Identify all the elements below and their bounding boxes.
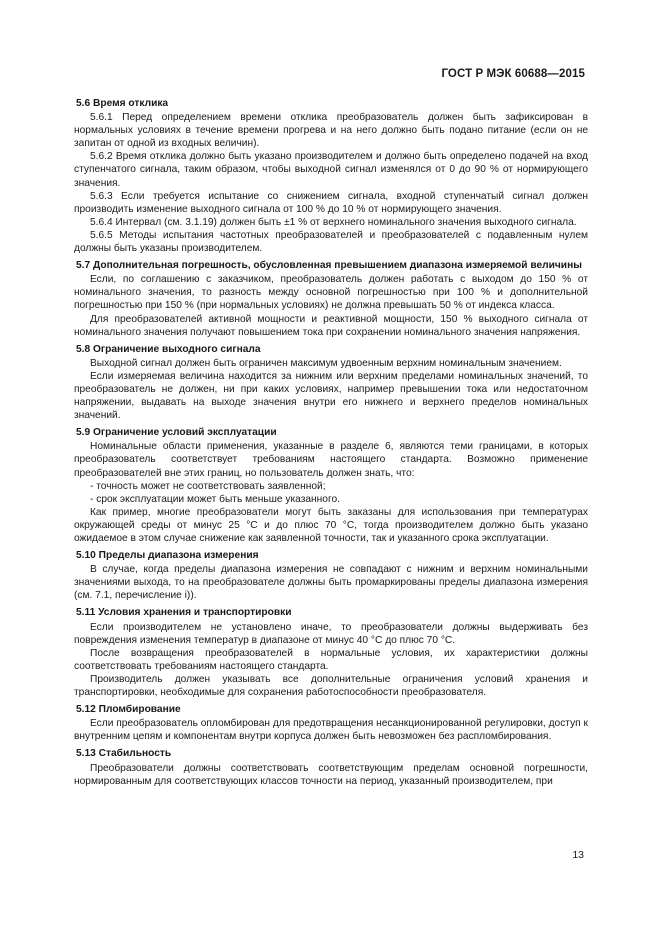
paragraph: Как пример, многие преобразователи могут быть заказаны для использования при температурах окружающей среды от минус 25 °С и до плюс 70 °С, тогда производителем должно быть указано ожидаемое в этом случае снижение как заявленной точности, так и указанного срока эксплуатации. bbox=[74, 506, 588, 544]
paragraph: 5.6.3 Если требуется испытание со снижением сигнала, входной ступенчатый сигнал должен производить изменение выходного сигнала от 100 % до 10 % от нормирующего значения. bbox=[74, 190, 588, 215]
paragraph: Номинальные области применения, указанные в разделе 6, являются теми границами, в которых преобразователь соответствует требованиям настоящего стандарта. Возможно применение преобразователей вне этих границ, но пользователь должен знать, что: bbox=[74, 441, 588, 479]
paragraph: Если производителем не установлено иначе, то преобразователи должны выдерживать без повреждения изменения температур в диапазоне от минус 40 °С до плюс 70 °С. bbox=[74, 621, 588, 646]
paragraph: Выходной сигнал должен быть ограничен максимум удвоенным верхним номинальным значением. bbox=[90, 357, 562, 369]
paragraph: 5.6.2 Время отклика должно быть указано производителем и должно быть определено подачей на вход ступенчатого сигнала, таким образом, чтобы выходной сигнал изменялся от 0 до 90 % от нормирующего значения. bbox=[74, 151, 588, 189]
section-heading: 5.9 Ограничение условий эксплуатации bbox=[76, 427, 277, 439]
section-heading: 5.10 Пределы диапазона измерения bbox=[76, 550, 259, 562]
section-heading: 5.7 Дополнительная погрешность, обусловленная превышением диапазона измеряемой величины bbox=[76, 260, 582, 272]
paragraph: Производитель должен указывать все дополнительные ограничения условий хранения и транспортировки, необходимые для сохранения работоспособности преобразователя. bbox=[74, 673, 588, 699]
section-heading: 5.6 Время отклика bbox=[76, 98, 169, 109]
section-heading: 5.13 Стабильность bbox=[76, 748, 172, 760]
paragraph: Для преобразователей активной мощности и реактивной мощности, 150 % выходного сигнала от номинального значения получают повышением тока при сохранении номинального значения напряжения. bbox=[74, 313, 588, 338]
paragraph: После возвращения преобразователей в нормальные условия, их характеристики должны соответствовать требованиям настоящего стандарта. bbox=[74, 647, 588, 672]
page-content bbox=[74, 93, 588, 788]
list-item: - срок эксплуатации может быть меньше указанного. bbox=[90, 493, 340, 505]
paragraph: Преобразователи должны соответствовать соответствующим пределам основной погрешности, нормированным для соответствующих классов точности на период, указанный производителем, при bbox=[74, 762, 588, 787]
paragraph: 5.6.4 Интервал (см. 3.1.19) должен быть ±1 % от верхнего номинального значения выходного сигнала. bbox=[90, 216, 577, 228]
list-item: - точность может не соответствовать заявленной; bbox=[90, 480, 326, 492]
section-heading: 5.11 Условия хранения и транспортировки bbox=[76, 607, 292, 619]
page-number: 13 bbox=[572, 849, 584, 861]
section-heading: 5.8 Ограничение выходного сигнала bbox=[76, 343, 261, 355]
paragraph: Если преобразователь опломбирован для предотвращения несанкционированной регулировки, доступ к внутренним цепям и компонентам внутри корпуса должен быть невозможен без распломбирования. bbox=[74, 718, 588, 743]
paragraph: Если измеряемая величина находится за нижним или верхним пределами номинальных значений, то преобразователь не должен, ни при каких условиях, например превышении тока или недостаточном напряжении, выдавать на выходе значения внутри его нижнего и верхнего пределов номинальных значений. bbox=[74, 370, 588, 422]
paragraph: В случае, когда пределы диапазона измерения не совпадают с нижним и верхним номинальными значениями выхода, то на преобразователе должны быть промаркированы пределы диапазона измерения (см. 7.1, перечисление i)). bbox=[74, 564, 588, 602]
paragraph: 5.6.5 Методы испытания частотных преобразователей и преобразователей с подавленным нулем должны быть указаны производителем. bbox=[74, 229, 588, 255]
paragraph: 5.6.1 Перед определением времени отклика преобразователь должен быть зафиксирован в нормальных условиях в течение времени прогрева и на него должно быть подано питание (если он не запитан от одной из входных величин). bbox=[74, 112, 588, 150]
section-heading: 5.12 Пломбирование bbox=[76, 704, 181, 716]
document-id: ГОСТ Р МЭК 60688—2015 bbox=[441, 68, 585, 80]
paragraph: Если, по соглашению с заказчиком, преобразователь должен работать с выходом до 150 % от номинального значения, то разность между основной погрешностью при 100 % и дополнительной погрешностью при 150 % (при нормальных условиях) не должна превышать 50 % от индекса класса. bbox=[74, 274, 588, 312]
